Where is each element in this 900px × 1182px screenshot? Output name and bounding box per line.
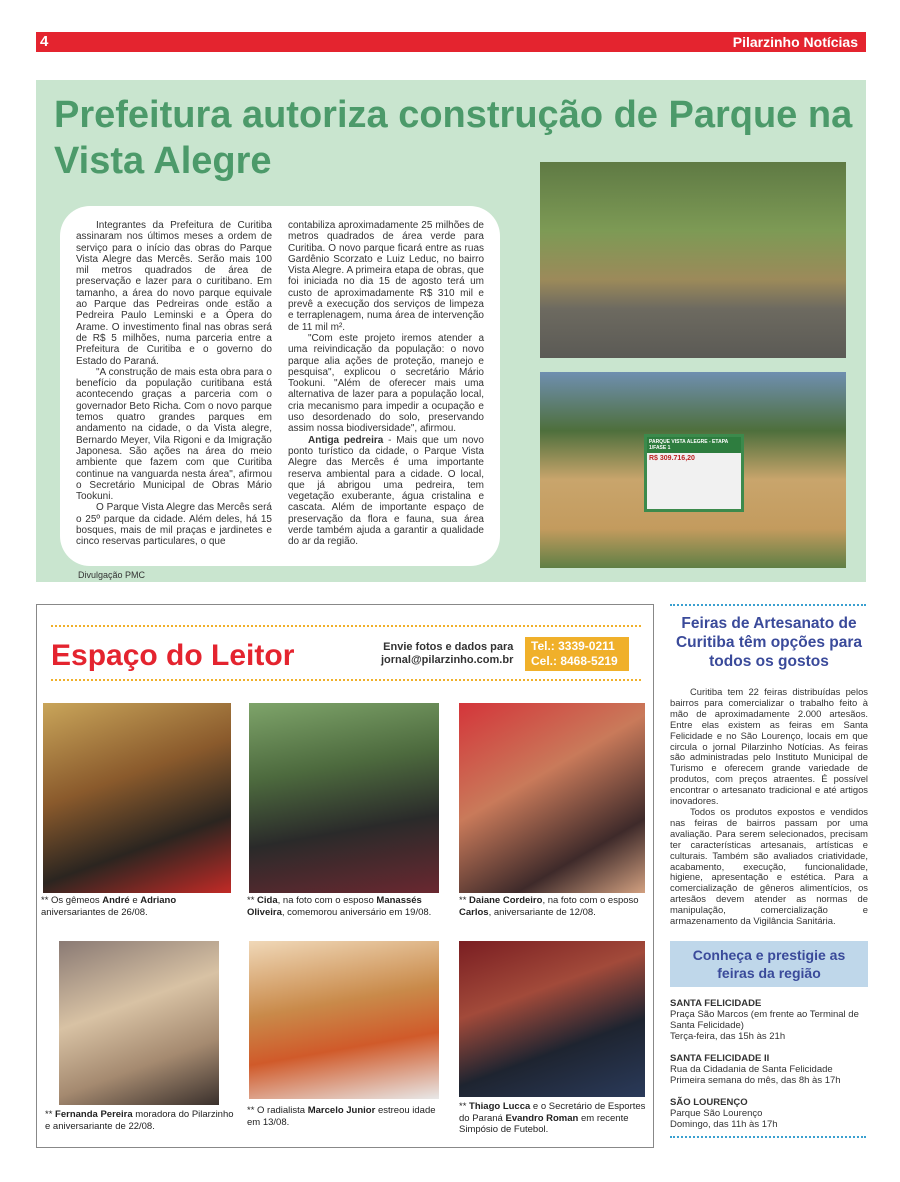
fair-name: SÃO LOURENÇO bbox=[670, 1096, 748, 1108]
construction-sign bbox=[644, 434, 744, 512]
sign-title: PARQUE VISTA ALEGRE - ETAPA 1/FASE 1 bbox=[647, 437, 741, 453]
reader-photo-marcelo bbox=[249, 941, 439, 1099]
caption-couple: ** Cida, na foto com o esposo Manassés Oliveira, comemorou aniversário em 19/08. bbox=[247, 895, 432, 918]
reader-photo-couple bbox=[249, 703, 439, 893]
park-photo-construction bbox=[540, 372, 846, 568]
sidebar-body bbox=[670, 687, 868, 927]
fair-schedule: Primeira semana do mês, das 8h às 17h bbox=[670, 1074, 841, 1086]
article-headline: Prefeitura autoriza construção de Parque na Vista Alegre bbox=[54, 94, 853, 182]
paragraph: contabiliza aproximadamente 25 milhões de metros quadrados de área verde para Curitiba. O novo parque ficará entre as ruas Gardênio Scorzato e Luiz Leduc, no bairro Vista Alegre. A primeira etapa de obras, que foi iniciada no dia 15 de agosto terá um custo de aproximadamente R$ 310 mil e prevê a execução dos serviços de limpeza e terraplenagem, numa área de intervenção de 11 mil m². bbox=[288, 220, 484, 333]
sidebar-crafts-fairs bbox=[670, 604, 868, 1138]
sidebar-box-title: Conheça e prestigie as feiras da região bbox=[670, 941, 868, 987]
reader-photo-daiane bbox=[459, 703, 645, 893]
send-info-line: Envie fotos e dados para bbox=[383, 641, 514, 653]
paragraph: Integrantes da Prefeitura de Curitiba assinaram nos últimos meses a ordem de serviço para o início das obras do Parque Vista Alegre das Mercês. Serão mais 100 mil metros quadrados de área de preservação e lazer para o curitibano. Em tamanho, a área do novo parque equivale ao Parque das Pedreiras onde estão a Pedreira Paulo Leminski e a Ópera do Arame. O investimento final nas obras será de R$ 5 milhões, numa parceria entre a Prefeitura de Curitiba e o governo do Estado do Paraná. bbox=[76, 220, 272, 367]
divider bbox=[670, 604, 866, 606]
phone-number: Tel.: 3339-0211 bbox=[531, 639, 615, 653]
article-body bbox=[60, 206, 500, 566]
caption-fernanda: ** Fernanda Pereira moradora do Pilarzinho e aniversariante de 22/08. bbox=[45, 1109, 234, 1132]
page-number: 4 bbox=[40, 33, 49, 50]
article-column-2 bbox=[288, 220, 484, 548]
divider bbox=[51, 679, 641, 681]
sign-value: R$ 309.716,20 bbox=[649, 455, 695, 462]
reader-photo-thiago bbox=[459, 941, 645, 1097]
fair-item bbox=[670, 1097, 868, 1130]
article-column-1 bbox=[76, 220, 272, 548]
fair-location: Rua da Cidadania de Santa Felicidade bbox=[670, 1063, 833, 1075]
caption-daiane: ** Daiane Cordeiro, na foto com o esposo Carlos, aniversariante de 12/08. bbox=[459, 895, 639, 918]
divider bbox=[51, 625, 641, 627]
main-article bbox=[36, 80, 866, 582]
paragraph: Todos os produtos expostos e vendidos nas feiras de bairros passam por uma avaliação. Para serem selecionados, precisam ter características artesanais, artísticas e culturais. Também são avaliados criatividade, acabamento, execução, funcionalidade, higiene, apresentação e estética. Para a comercialização de gêneros alimentícios, os artesãos devem atender as normas de manipulação, comercialização e armazenamento da Vigilância Sanitária. bbox=[670, 805, 868, 927]
fair-item bbox=[670, 1053, 868, 1086]
paragraph: O Parque Vista Alegre das Mercês será o 25º parque da cidade. Além deles, há 15 bosques, mais de mil praças e jardinetes e cinco reservas particulares, o que bbox=[76, 502, 272, 548]
publication-name: Pilarzinho Notícias bbox=[732, 34, 858, 50]
paragraph-subhead bbox=[288, 435, 484, 548]
park-photo-fence bbox=[540, 162, 846, 358]
header-bar bbox=[36, 32, 866, 52]
fair-location: Praça São Marcos (em frente ao Terminal de Santa Felicidade) bbox=[670, 1008, 859, 1031]
subhead-text: - Mais que um novo ponto turístico da cidade, o Parque Vista Alegre das Mercês é uma importante reserva ambiental para a cidade. O local, que já abrigou uma pedreira, tem vegetação exuberante, água cristalina e cascata. Além de importante espaço de preservação da flora e fauna, sua área verde também ajuda a garantir a qualidade do ar da região. bbox=[288, 434, 484, 548]
paragraph: Curitiba tem 22 feiras distribuídas pelos bairros para comercializar o trabalho feito à mão de aproximadamente 2.000 artesãos. Entre elas existem as feiras em Santa Felicidade e no São Lourenço, locais em que circula o jornal Pilarzinho Notícias. As feiras são administradas pelo Instituto Municipal de Turismo e oferecem grande variedade de produtos, com preços atraentes. É possível encontrar o artesanato tradicional e até artigos inovadores. bbox=[670, 686, 868, 807]
photo-credit: Divulgação PMC bbox=[78, 570, 146, 580]
fair-schedule: Domingo, das 11h às 17h bbox=[670, 1118, 778, 1130]
readers-title: Espaço do Leitor bbox=[51, 639, 295, 672]
fair-name: SANTA FELICIDADE bbox=[670, 997, 762, 1009]
subhead-lead: Antiga pedreira bbox=[308, 434, 384, 446]
send-email[interactable]: jornal@pilarzinho.com.br bbox=[381, 654, 514, 666]
fair-schedule: Terça-feira, das 15h às 21h bbox=[670, 1030, 786, 1042]
fair-name: SANTA FELICIDADE II bbox=[670, 1052, 770, 1064]
cell-number: Cel.: 8468-5219 bbox=[531, 654, 618, 668]
fair-location: Parque São Lourenço bbox=[670, 1107, 763, 1119]
fair-item bbox=[670, 998, 868, 1042]
send-info bbox=[381, 641, 513, 667]
caption-marcelo: ** O radialista Marcelo Junior estreou idade em 13/08. bbox=[247, 1105, 436, 1128]
sidebar-title: Feiras de Artesanato de Curitiba têm opções para todos os gostos bbox=[675, 615, 863, 670]
readers-space bbox=[36, 604, 654, 1148]
divider bbox=[670, 1136, 866, 1138]
caption-twins: ** Os gêmeos André e Adriano aniversariantes de 26/08. bbox=[41, 895, 177, 918]
reader-photo-fernanda bbox=[59, 941, 219, 1105]
paragraph: "Com este projeto iremos atender a uma reivindicação da população: o novo parque alia ações de proteção, manejo e pesquisa", explicou o secretário Mário Tookuni. "Além de oferecer mais uma alternativa de lazer para a população local, cria mecanismo para impedir a ocupação e uso desordenado do solo, preservando assim nossa biodiversidade", afirmou. bbox=[288, 332, 484, 435]
phone-box bbox=[525, 637, 629, 671]
caption-thiago: ** Thiago Lucca e o Secretário de Esportes do Paraná Evandro Roman em recente Simpósio de Futebol. bbox=[459, 1101, 646, 1135]
paragraph: "A construção de mais esta obra para o benefício da população curitibana está acontecendo graças a parceria com o governador Beto Richa. Com o novo parque temos quatro grandes parques em andamento na cidade, o da Vista alegre, Bernardo Meyer, Vila Rigoni e da Imigração Japonesa. São ações na área do meio ambiente que fazem com que Curitiba continue na vanguarda nesta área", afirmou o Secretário Municipal de Obras Mário Tookuni. bbox=[76, 366, 272, 503]
reader-photo-twins bbox=[43, 703, 231, 893]
